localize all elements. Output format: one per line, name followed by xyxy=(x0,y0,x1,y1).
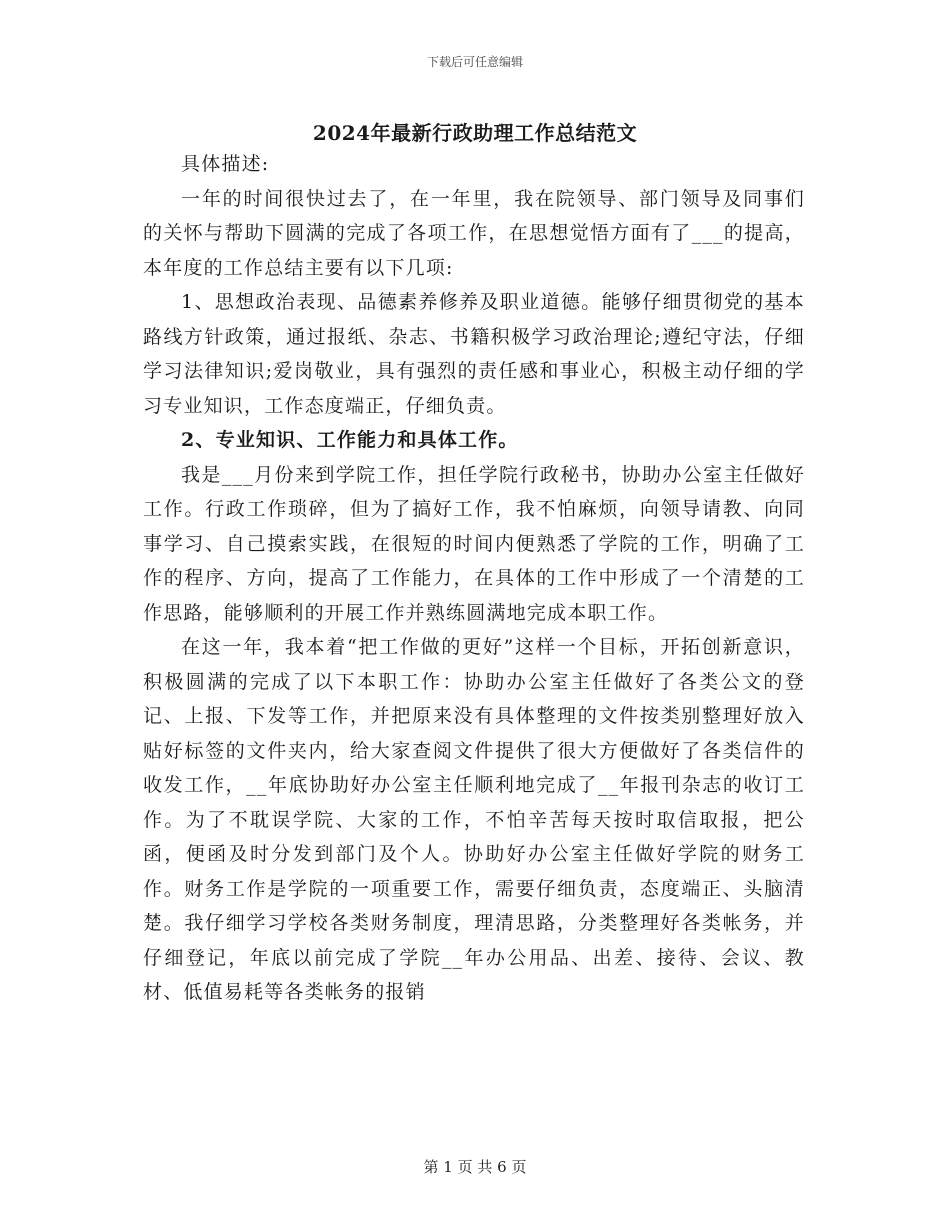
body-paragraph: 在这一年，我本着“把工作做的更好”这样一个目标，开拓创新意识，积极圆满的完成了以下本职工作：协助办公室主任做好了各类公文的登记、上报、下发等工作，并把原来没有具体整理的文件按类别整理好放入贴好标签的文件夹内，给大家查阅文件提供了很大方便做好了各类信件的收发工作，__年底协助好办公室主任顺利地完成了__年报刊杂志的收订工作。为了不耽误学院、大家的工作，不怕辛苦每天按时取信取报，把公函，便函及时分发到部门及个人。协助好办公室主任做好学院的财务工作。财务工作是学院的一项重要工作，需要仔细负责，态度端正、头脑清楚。我仔细学习学校各类财务制度，理清思路，分类整理好各类帐务，并仔细登记，年底以前完成了学院__年办公用品、出差、接待、会议、教材、低值易耗等各类帐务的报销 xyxy=(143,636,805,1003)
header-note: 下载后可任意编辑 xyxy=(426,55,523,69)
body-paragraph: 具体描述: xyxy=(181,153,270,175)
body-paragraph: 一年的时间很快过去了，在一年里，我在院领导、部门领导及同事们的关怀与帮助下圆满的完成了各项工作，在思想觉悟方面有了___的提高，本年度的工作总结主要有以下几项: xyxy=(143,187,805,279)
document-body xyxy=(143,147,805,1010)
document-title: 2024年最新行政助理工作总结范文 xyxy=(312,121,638,145)
body-paragraph: 1、思想政治表现、品德素养修养及职业道德。能够仔细贯彻党的基本路线方针政策，通过报纸、杂志、书籍积极学习政治理论;遵纪守法，仔细学习法律知识;爱岗敬业，具有强烈的责任感和事业心，积极主动仔细的学习专业知识，工作态度端正，仔细负责。 xyxy=(143,291,805,417)
body-paragraph: 我是___月份来到学院工作，担任学院行政秘书，协助办公室主任做好工作。行政工作琐碎，但为了搞好工作，我不怕麻烦，向领导请教、向同事学习、自己摸索实践，在很短的时间内便熟悉了学院的工作，明确了工作的程序、方向，提高了工作能力，在具体的工作中形成了一个清楚的工作思路，能够顺利的开展工作并熟练圆满地完成本职工作。 xyxy=(143,463,805,624)
section-heading: 2、专业知识、工作能力和具体工作。 xyxy=(181,429,519,451)
page-footer: 第 1 页 共 6 页 xyxy=(423,1158,527,1176)
